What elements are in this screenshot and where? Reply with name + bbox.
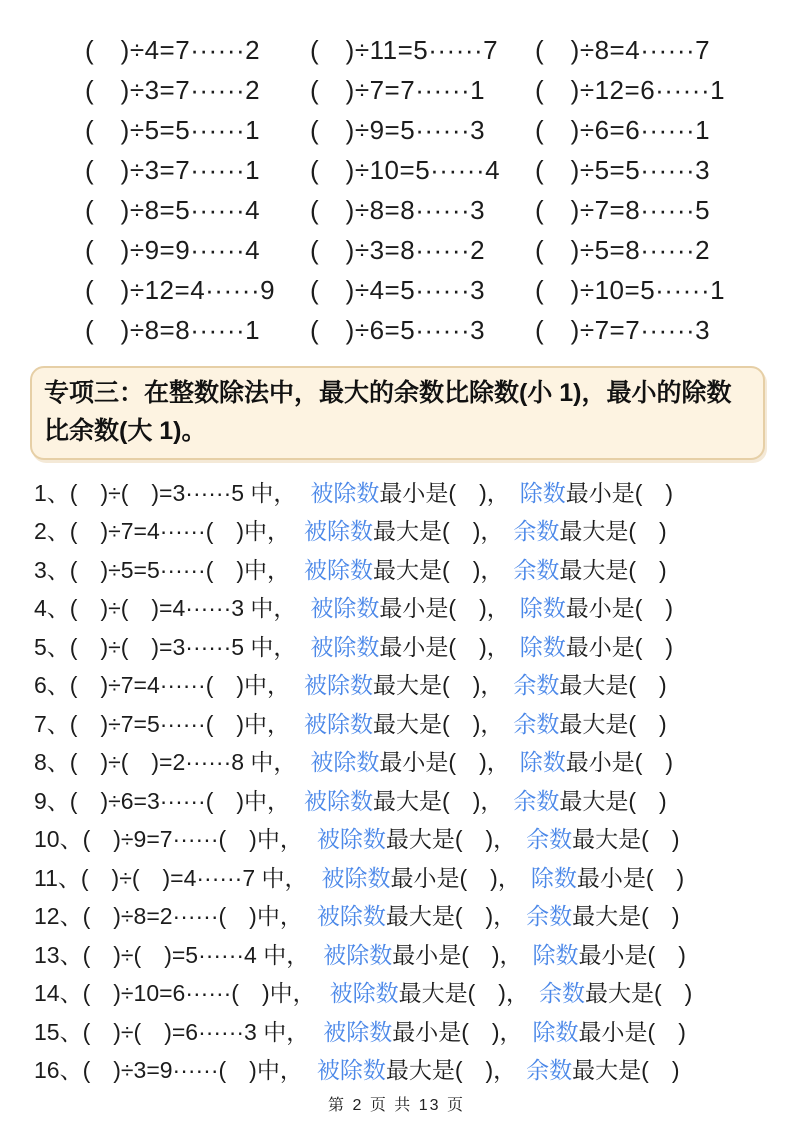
equation-item: ( )÷11=5······7 <box>310 35 499 65</box>
term-divisor-or-remainder: 除数 <box>519 633 566 660</box>
item-number: 8、 <box>34 749 70 776</box>
term-dividend: 被除数 <box>316 826 386 853</box>
term-divisor-or-remainder: 除数 <box>519 479 566 506</box>
term-divisor-or-remainder: 余数 <box>526 1057 573 1084</box>
term-dividend: 被除数 <box>329 980 399 1007</box>
question-text-1: 最小是( )， <box>390 864 521 891</box>
equation-item: ( )÷8=8······3 <box>310 195 486 225</box>
equation-item: ( )÷6=5······3 <box>310 315 486 345</box>
item-number: 15、 <box>34 1018 83 1045</box>
term-divisor-or-remainder: 余数 <box>513 518 560 545</box>
exercise-row <box>34 896 793 935</box>
equation-text: ( )÷10=6······( )中， <box>82 980 316 1007</box>
exercise-row <box>34 934 793 973</box>
equation-item: ( )÷12=4······9 <box>85 275 276 305</box>
exercise-row <box>34 973 793 1012</box>
question-text-2: 最小是( ) <box>578 1018 686 1045</box>
question-text-1: 最小是( )， <box>379 479 510 506</box>
equation-text: ( )÷( )=5······4 中， <box>82 941 310 968</box>
term-dividend: 被除数 <box>316 1057 386 1084</box>
item-number: 1、 <box>34 479 70 506</box>
equation-item: ( )÷7=8······5 <box>535 195 711 225</box>
term-dividend: 被除数 <box>304 518 374 545</box>
equation-item: ( )÷5=5······1 <box>85 115 261 145</box>
equation-item: ( )÷8=4······7 <box>535 35 711 65</box>
division-equations-grid <box>0 0 793 350</box>
question-text-1: 最小是( )， <box>379 595 510 622</box>
term-dividend: 被除数 <box>321 864 391 891</box>
exercise-row <box>34 819 793 858</box>
section-heading-text: 专项三：在整数除法中，最大的余数比除数(小 1)，最小的除数比余数(大 1)。 <box>44 379 732 445</box>
question-text-2: 最小是( ) <box>576 864 685 891</box>
question-text-2: 最小是( ) <box>565 633 674 660</box>
term-divisor-or-remainder: 余数 <box>513 556 560 583</box>
exercise-row <box>34 742 793 781</box>
exercise-row <box>34 665 793 704</box>
question-text-1: 最大是( )， <box>373 787 504 814</box>
question-text-1: 最大是( )， <box>373 672 504 699</box>
equation-item: ( )÷3=7······1 <box>85 155 261 185</box>
equation-text: ( )÷6=3······( )中， <box>69 787 291 814</box>
term-dividend: 被除数 <box>304 710 374 737</box>
equation-text: ( )÷( )=4······3 中， <box>69 595 297 622</box>
equation-item: ( )÷4=5······3 <box>310 275 486 305</box>
equation-text: ( )÷7=5······( )中， <box>69 710 291 737</box>
equation-item: ( )÷3=7······2 <box>85 75 261 105</box>
exercise-row <box>34 588 793 627</box>
question-text-2: 最小是( ) <box>578 941 686 968</box>
equation-text: ( )÷5=5······( )中， <box>69 556 291 583</box>
equation-text: ( )÷( )=3······5 中， <box>69 633 297 660</box>
equation-text: ( )÷8=2······( )中， <box>82 903 303 930</box>
equation-text: ( )÷( )=3······5 中， <box>69 479 297 506</box>
question-text-1: 最大是( )， <box>398 980 529 1007</box>
term-dividend: 被除数 <box>323 941 393 968</box>
equation-text: ( )÷7=4······( )中， <box>69 672 291 699</box>
question-text-1: 最小是( )， <box>379 749 510 776</box>
question-text-2: 最大是( ) <box>559 556 667 583</box>
term-dividend: 被除数 <box>310 633 380 660</box>
equation-text: ( )÷7=4······( )中， <box>69 518 291 545</box>
equation-item: ( )÷6=6······1 <box>535 115 711 145</box>
question-text-1: 最大是( )， <box>385 1057 517 1084</box>
term-divisor-or-remainder: 除数 <box>519 749 566 776</box>
term-dividend: 被除数 <box>310 749 380 776</box>
item-number: 9、 <box>34 787 70 814</box>
exercise-row <box>34 857 793 896</box>
item-number: 5、 <box>34 633 70 660</box>
exercise-row <box>34 626 793 665</box>
equation-text: ( )÷( )=4······7 中， <box>80 864 308 891</box>
equation-item: ( )÷12=6······1 <box>535 75 726 105</box>
item-number: 16、 <box>34 1057 83 1084</box>
equation-text: ( )÷( )=2······8 中， <box>69 749 297 776</box>
exercise-row <box>34 780 793 819</box>
term-dividend: 被除数 <box>316 903 386 930</box>
term-dividend: 被除数 <box>304 672 374 699</box>
term-dividend: 被除数 <box>323 1018 393 1045</box>
term-dividend: 被除数 <box>304 787 374 814</box>
item-number: 3、 <box>34 556 70 583</box>
question-text-2: 最小是( ) <box>565 749 674 776</box>
equation-item: ( )÷10=5······1 <box>535 275 726 305</box>
exercise-list <box>0 460 793 1088</box>
item-number: 7、 <box>34 710 70 737</box>
equation-item: ( )÷4=7······2 <box>85 35 261 65</box>
question-text-2: 最大是( ) <box>559 710 667 737</box>
item-number: 12、 <box>34 903 83 930</box>
question-text-1: 最大是( )， <box>385 903 517 930</box>
question-text-2: 最大是( ) <box>559 787 667 814</box>
item-number: 4、 <box>34 595 70 622</box>
term-dividend: 被除数 <box>304 556 374 583</box>
term-divisor-or-remainder: 余数 <box>513 672 560 699</box>
question-text-2: 最小是( ) <box>565 479 674 506</box>
question-text-1: 最大是( )， <box>373 556 504 583</box>
item-number: 11、 <box>34 864 81 891</box>
equation-item: ( )÷8=5······4 <box>85 195 261 225</box>
equation-item: ( )÷3=8······2 <box>310 235 486 265</box>
term-divisor-or-remainder: 除数 <box>519 595 566 622</box>
term-divisor-or-remainder: 除数 <box>532 941 579 968</box>
term-dividend: 被除数 <box>310 595 380 622</box>
term-divisor-or-remainder: 余数 <box>538 980 585 1007</box>
term-divisor-or-remainder: 除数 <box>530 864 577 891</box>
equation-item: ( )÷5=5······3 <box>535 155 711 185</box>
question-text-1: 最大是( )， <box>373 710 504 737</box>
question-text-2: 最大是( ) <box>572 903 680 930</box>
question-text-1: 最小是( )， <box>392 1018 523 1045</box>
term-divisor-or-remainder: 余数 <box>513 710 560 737</box>
question-text-1: 最大是( )， <box>373 518 504 545</box>
equation-item: ( )÷7=7······3 <box>535 315 711 345</box>
question-text-1: 最小是( )， <box>379 633 510 660</box>
exercise-row <box>34 1050 793 1089</box>
page-number: 第 2 页 共 13 页 <box>328 1097 465 1114</box>
question-text-2: 最大是( ) <box>572 1057 680 1084</box>
equation-text: ( )÷( )=6······3 中， <box>82 1018 310 1045</box>
equation-item: ( )÷10=5······4 <box>310 155 501 185</box>
section-heading-box <box>30 366 765 460</box>
equation-item: ( )÷8=8······1 <box>85 315 261 345</box>
equation-item: ( )÷5=8······2 <box>535 235 711 265</box>
term-dividend: 被除数 <box>310 479 380 506</box>
question-text-2: 最大是( ) <box>559 672 667 699</box>
equation-item: ( )÷9=5······3 <box>310 115 486 145</box>
exercise-row <box>34 1011 793 1050</box>
equation-item: ( )÷7=7······1 <box>310 75 486 105</box>
exercise-row <box>34 549 793 588</box>
item-number: 13、 <box>34 941 83 968</box>
item-number: 2、 <box>34 518 70 545</box>
question-text-1: 最大是( )， <box>385 826 517 853</box>
exercise-row <box>34 703 793 742</box>
item-number: 10、 <box>34 826 83 853</box>
question-text-1: 最小是( )， <box>392 941 523 968</box>
item-number: 14、 <box>34 980 83 1007</box>
equation-text: ( )÷9=7······( )中， <box>82 826 303 853</box>
term-divisor-or-remainder: 余数 <box>526 903 573 930</box>
term-divisor-or-remainder: 除数 <box>532 1018 579 1045</box>
exercise-row <box>34 511 793 550</box>
item-number: 6、 <box>34 672 70 699</box>
question-text-2: 最小是( ) <box>565 595 674 622</box>
term-divisor-or-remainder: 余数 <box>526 826 573 853</box>
question-text-2: 最大是( ) <box>584 980 693 1007</box>
exercise-row <box>34 472 793 511</box>
equation-text: ( )÷3=9······( )中， <box>82 1057 303 1084</box>
question-text-2: 最大是( ) <box>559 518 667 545</box>
equation-item: ( )÷9=9······4 <box>85 235 261 265</box>
question-text-2: 最大是( ) <box>572 826 680 853</box>
term-divisor-or-remainder: 余数 <box>513 787 560 814</box>
